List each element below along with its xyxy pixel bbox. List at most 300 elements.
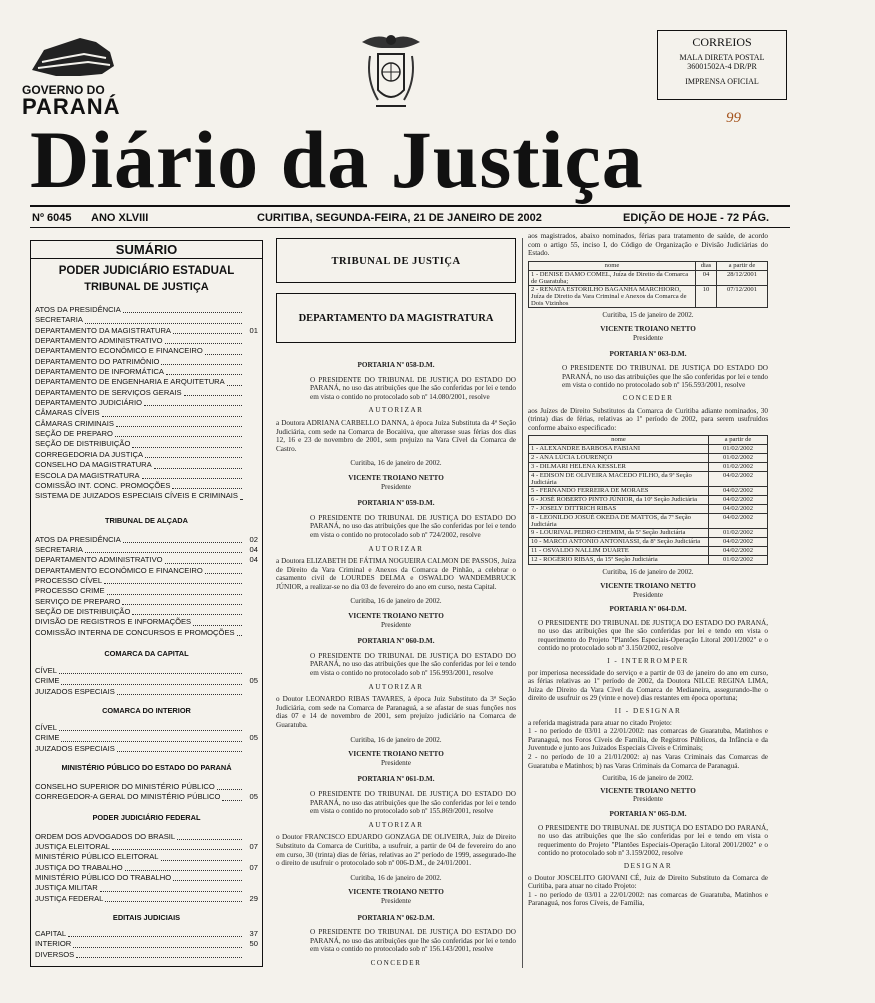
postal-stamp: [657, 30, 787, 100]
portaria-062-text: O PRESIDENTE DO TRIBUNAL DE JUSTIÇA DO ESTADO DO PARANÁ, no uso das atribuições que lhe são conferidas por lei e tendo em vista o contido no protocolado sob nº 156.143/2001, resolve: [310, 928, 516, 954]
toc-entry-label: DEPARTAMENTO DO PATRIMÔNIO: [35, 356, 160, 366]
masthead-title: Diário da Justiça: [30, 114, 644, 205]
toc-entry-page: 07: [249, 842, 258, 852]
portaria-058-place: Curitiba, 16 de janeiro de 2002.: [350, 459, 442, 468]
portaria-064-body-1: por imperiosa necessidade do serviço e a partir de 03 de janeiro do ano em curso, as férias relativas ao 1º período de 2002, da Doutora NILCE REGINA LIMA, Juíza de Direito da Vara Cível da Comarca de Medianeira, assegurando-lhe o direito de usufruir os 29 (vinte e nove) dias restantes em época oportuna;: [528, 668, 768, 703]
portaria-061-text: O PRESIDENTE DO TRIBUNAL DE JUSTIÇA DO ESTADO DO PARANÁ, no uso das atribuições que lhe são conferidas por lei e tendo em vista o contido no protocolado sob nº 155.869/2001, resolve: [310, 789, 516, 816]
table-row: [529, 445, 768, 454]
table-cell: 10 - MARCO ANTONIO ANTONIASSI, da 8ª Seção Judiciária: [529, 538, 709, 547]
toc-heading-7: EDITAIS JUDICIAIS: [112, 913, 181, 923]
toc-leader-dots: [144, 405, 242, 406]
table-cell: 12 - ROGÉRIO RIBAS, da 15ª Seção Judiciária: [529, 556, 709, 565]
portaria-064-role: Presidente: [633, 795, 663, 804]
table-cell: 04/02/2002: [709, 487, 768, 496]
table-header-cell: dias: [696, 261, 717, 270]
toc-entry-page: 37: [249, 929, 258, 939]
toc-entry: [35, 939, 258, 949]
portaria-060-place: Curitiba, 16 de janeiro de 2002.: [350, 735, 442, 744]
toc-entry-label: DEPARTAMENTO ECONÔMICO E FINANCEIRO: [35, 565, 203, 575]
toc-entry-page: 50: [249, 939, 258, 949]
toc-entry-label: SEÇÃO DE DISTRIBUIÇÃO: [35, 606, 131, 616]
toc-leader-dots: [115, 436, 242, 437]
postal-line-2: MALA DIRETA POSTAL: [679, 53, 765, 62]
toc-leader-dots: [154, 468, 242, 469]
toc-entry: [35, 597, 258, 607]
toc-group-6: [31, 822, 262, 904]
state-logo: [22, 32, 152, 122]
portaria-061-place: Curitiba, 16 de janeiro de 2002.: [350, 873, 442, 882]
table-cell: 04/02/2002: [709, 547, 768, 556]
toc-entry-label: DEPARTAMENTO ADMINISTRATIVO: [35, 555, 163, 565]
toc-entry: [35, 852, 258, 862]
portaria-060-body: o Doutor LEONARDO RIBAS TAVARES, à época Juiz Substituto da 3ª Seção Judiciária, com sede na Comarca de Paranaguá, a se afastar de suas funções nos dias 07 e 14 de novembro de 2001, sem prejuízo judiciário na Comarca de Guaratuba.: [276, 695, 516, 729]
table-row: [529, 529, 768, 538]
portaria-059-place: Curitiba, 16 de janeiro de 2002.: [350, 597, 442, 606]
toc-leader-dots: [123, 542, 242, 543]
toc-entry: [35, 555, 258, 565]
toc-leader-dots: [222, 800, 242, 801]
issue-edition: EDIÇÃO DE HOJE - 72 PÁG.: [623, 212, 770, 224]
toc-entry: [35, 357, 258, 367]
toc-entry: [35, 792, 258, 802]
table-cell: 01/02/2002: [709, 454, 768, 463]
portaria-065-item-1: 1 - no período de 03/01 a 22/01/2002: nas comarcas de Guaratuba, Matinhos e Paranaguá, nos foros Cíveis, de Família,: [528, 890, 768, 908]
postal-line-1: CORREIOS: [692, 35, 752, 49]
toc-entry: [35, 346, 258, 356]
toc-leader-dots: [173, 880, 242, 881]
summary-subtitle-2: TRIBUNAL DE JUSTIÇA: [84, 281, 209, 293]
toc-entry-label: PROCESSO CRIME: [35, 586, 105, 596]
table-cell: 8 - LEONILDO JOSUÉ OKEDA DE MATTOS, da 7ª Seção Judiciária: [529, 514, 709, 529]
toc-entry: [35, 481, 258, 491]
ferias-intro: aos magistrados, abaixo nominados, férias para tratamento de saúde, de acordo com o artigo 55, inciso I, do Código de Organização e Divisão Judiciárias do Estado.: [528, 232, 768, 258]
portaria-063-action: CONCEDER: [622, 393, 674, 402]
table-cell: 6 - JOSÉ ROBERTO PINTO JÚNIOR, da 10ª Seção Judiciária: [529, 496, 709, 505]
table-header-cell: a partir de: [717, 261, 768, 270]
toc-leader-dots: [85, 552, 242, 553]
toc-entry-page: 02: [249, 534, 258, 544]
toc-leader-dots: [76, 957, 242, 958]
toc-leader-dots: [123, 312, 242, 313]
table-cell: 11 - OSVALDO NALLIM DUARTE: [529, 547, 709, 556]
toc-entry-label: DEPARTAMENTO ADMINISTRATIVO: [35, 336, 163, 346]
toc-entry-page: 01: [249, 325, 258, 335]
toc-entry: [35, 950, 258, 960]
toc-leader-dots: [59, 673, 242, 674]
toc-leader-dots: [227, 385, 242, 386]
toc-entry: [35, 535, 258, 545]
toc-entry-page: 05: [249, 792, 258, 802]
portaria-061-action: AUTORIZAR: [368, 820, 424, 829]
toc-leader-dots: [165, 343, 242, 344]
toc-leader-dots: [237, 635, 242, 636]
toc-leader-dots: [166, 374, 242, 375]
portaria-060-role: Presidente: [381, 758, 411, 767]
portaria-058-body: a Doutora ADRIANA CARBELLO DANNA, à época Juíza Substituta da 4ª Seção Judiciária, com sede na Comarca de Bocaiúva, que alterasse suas férias dos dias 12, 16 e 23 de novembro de 2001, sem prejuízo na Vara Cível da Comarca de Castro.: [276, 418, 516, 453]
table-row: [529, 505, 768, 514]
toc-entry-label: ATOS DA PRESIDÊNCIA: [35, 305, 121, 314]
table-header-cell: a partir de: [709, 436, 768, 445]
summary-title: SUMÁRIO: [31, 241, 262, 259]
table-cell: 5 - FERNANDO FERREIRA DE MORAES: [529, 487, 709, 496]
logo-line1: GOVERNO DO: [22, 83, 105, 97]
toc-entry-label: CORREGEDORIA DA JUSTIÇA: [35, 449, 144, 459]
toc-entry-label: DEPARTAMENTO DE SERVIÇOS GERAIS: [35, 387, 182, 397]
toc-entry-label: CÂMARAS CÍVEIS: [35, 408, 100, 418]
table-row: [529, 472, 768, 487]
portaria-059-role: Presidente: [381, 620, 411, 629]
toc-leader-dots: [100, 891, 242, 892]
table-cell: 7 - JOSELY DITTRICH RIBAS: [529, 505, 709, 514]
table-row: [529, 463, 768, 472]
toc-entry-label: CAPITAL: [35, 929, 67, 939]
toc-entry: [35, 388, 258, 398]
table-cell: 04/02/2002: [709, 472, 768, 487]
toc-group-1: [31, 293, 262, 502]
toc-entry-label: JUIZADOS ESPECIAIS: [35, 686, 115, 696]
toc-leader-dots: [161, 860, 243, 861]
table-cell: 1 - ALEXANDRE BARBOSA FABIANI: [529, 445, 709, 454]
toc-leader-dots: [117, 751, 242, 752]
toc-leader-dots: [116, 426, 242, 427]
portaria-059-body: a Doutora ELIZABETH DE FÁTIMA NOGUEIRA CALMON DE PASSOS, Juíza de Direito da Vara Criminal e Anexos da Comarca de Pinhão, a celebrar o casamento civil de LOURDES DELMA e OSWALDO WANDEMBRUCK JÚNIOR, a realizar-se no dia 03 de fevereiro do ano em curso, nesta Capital.: [276, 557, 516, 591]
portaria-058-role: Presidente: [381, 482, 411, 491]
portaria-063-text: O PRESIDENTE DO TRIBUNAL DE JUSTIÇA DO ESTADO DO PARANÁ, no uso das atribuições que lhe são conferidas por lei e tendo em vista o contido no protocolado sob nº 156.593/2001, resolve: [562, 364, 768, 390]
table-cell: 01/02/2002: [709, 463, 768, 472]
table-cell: 01/02/2002: [709, 556, 768, 565]
toc-entry: [35, 398, 258, 408]
table-row: [529, 270, 768, 285]
state-coat-of-arms: [358, 30, 424, 120]
toc-leader-dots: [217, 789, 242, 790]
portaria-065-body: o Doutor JOSCELITO GIOVANI CÉ, Juiz de Direito Substituto da Comarca de Curitiba, para atuar no citado Projeto:: [528, 873, 768, 891]
table-cell: 04: [696, 270, 717, 285]
toc-entry-page: 05: [249, 733, 258, 743]
portaria-064-signature: VICENTE TROIANO NETTO: [600, 786, 696, 795]
portaria-065-title: PORTARIA Nº 065-D.M.: [609, 809, 687, 818]
portaria-059-title: PORTARIA Nº 059-D.M.: [357, 499, 435, 508]
toc-leader-dots: [73, 947, 242, 948]
table-cell: 28/12/2001: [717, 270, 768, 285]
toc-entry: [35, 617, 258, 627]
table-row: [529, 285, 768, 307]
portaria-064-title: PORTARIA Nº 064-D.M.: [609, 605, 687, 614]
portaria-064-text: O PRESIDENTE DO TRIBUNAL DE JUSTIÇA DO ESTADO DO PARANÁ, no uso das atribuições que lhe são conferidas por lei e tendo em vista o requerimento do Projeto "Plantões Especiais-Operação Litoral 2001/2002" e o contido no protocolado sob nº 3.150/2002, resolve: [538, 618, 768, 653]
table-header-cell: nome: [529, 261, 696, 270]
toc-entry-label: DEPARTAMENTO ECONÔMICO E FINANCEIRO: [35, 346, 203, 356]
toc-entry-label: SISTEMA DE JUIZADOS ESPECIAIS CÍVEIS E CRIMINAIS: [35, 491, 238, 501]
middle-column: [276, 238, 516, 967]
section-box-magistratura: DEPARTAMENTO DA MAGISTRATURA: [276, 293, 516, 343]
portaria-061-title: PORTARIA Nº 061-D.M.: [357, 775, 435, 784]
toc-leader-dots: [132, 614, 242, 615]
portaria-064-action-2: II - DESIGNAR: [614, 707, 682, 716]
toc-leader-dots: [145, 457, 242, 458]
toc-entry: [35, 429, 258, 439]
toc-entry: [35, 873, 258, 883]
toc-entry-label: JUSTIÇA MILITAR: [35, 883, 98, 893]
toc-entry: [35, 586, 258, 596]
toc-entry-label: ORDEM DOS ADVOGADOS DO BRASIL: [35, 831, 176, 841]
table-1-place: Curitiba, 15 de janeiro de 2002.: [602, 310, 694, 319]
toc-entry: [35, 460, 258, 470]
toc-leader-dots: [142, 478, 242, 479]
issue-year: ANO XLVIII: [91, 212, 149, 224]
table-cell: 1 - DENISE DAMO COMEL, Juíza de Direito da Comarca de Guaratuba;: [529, 270, 696, 285]
portaria-065-action: DESIGNAR: [623, 861, 673, 870]
portaria-065-text: O PRESIDENTE DO TRIBUNAL DE JUSTIÇA DO ESTADO DO PARANÁ, no uso das atribuições que lhe são conferidas por lei e tendo em vista o requerimento do Projeto "Plantões Especiais-Operação Litoral 2001/2002" e o contido no protocolado sob nº 3.159/2002, resolve: [538, 823, 768, 858]
table-cell: 2 - RENATA ESTORILHO BAGANHA MARCHIORO, Juíza de Direito da Vara Criminal e Anexos da Comarca de Dois Vizinhos: [529, 285, 696, 307]
header-rule-bottom: [30, 227, 790, 228]
toc-leader-dots: [61, 684, 242, 685]
header-rule-top: [30, 205, 790, 207]
toc-entry-page: 05: [249, 676, 258, 686]
toc-leader-dots: [107, 594, 242, 595]
toc-entry: [35, 894, 258, 904]
table-row: [529, 496, 768, 505]
toc-entry-label: MINISTÉRIO PÚBLICO DO TRABALHO: [35, 873, 172, 883]
summary-box: [30, 240, 263, 967]
toc-heading-3: COMARCA DA CAPITAL: [104, 648, 189, 658]
toc-entry: [35, 832, 258, 842]
table-cell: 07/12/2001: [717, 285, 768, 307]
postal-line-3: 36001502A-4 DR/PR: [687, 62, 757, 71]
toc-entry: [35, 377, 258, 387]
toc-entry-label: SERVIÇO DE PREPARO: [35, 596, 121, 606]
table-2-place: Curitiba, 16 de janeiro de 2002.: [602, 568, 694, 577]
toc-entry-label: DIVERSOS: [35, 949, 75, 959]
toc-entry: [35, 842, 258, 852]
portaria-059-text: O PRESIDENTE DO TRIBUNAL DE JUSTIÇA DO ESTADO DO PARANÁ, no uso das atribuições que lhe são conferidas por lei e tendo em vista o contido no protocolado sob nº 724/2002, resolve: [310, 513, 516, 539]
toc-leader-dots: [240, 499, 242, 500]
portaria-064-item-1: 1 - no período de 03/01 a 22/01/2002: nas comarcas de Guaratuba, Matinhos e Paranaguá, nos Foros Cíveis de Família, de Registros Públicos, da Infância e da Juventude e junto aos Juizados Especiais Cíveis e Criminais;: [528, 727, 768, 753]
portaria-062-title: PORTARIA Nº 062-D.M.: [357, 913, 435, 922]
toc-entry-label: CRIME: [35, 676, 60, 686]
toc-leader-dots: [122, 604, 242, 605]
toc-entry: [35, 676, 258, 686]
table-row: [529, 556, 768, 565]
toc-entry-label: ATOS DA PRESIDÊNCIA: [35, 534, 121, 544]
toc-entry: [35, 326, 258, 336]
portaria-058-signature: VICENTE TROIANO NETTO: [348, 473, 444, 482]
portaria-060-action: AUTORIZAR: [368, 682, 424, 691]
toc-entry-page: 04: [249, 555, 258, 565]
toc-entry-label: DIVISÃO DE REGISTROS E INFORMAÇÕES: [35, 617, 192, 627]
toc-entry: [35, 723, 258, 733]
table-cell: 04/02/2002: [709, 505, 768, 514]
toc-entry-label: CÂMARAS CRIMINAIS: [35, 418, 114, 428]
toc-entry-label: DEPARTAMENTO DE INFORMÁTICA: [35, 367, 164, 377]
portaria-058-text: O PRESIDENTE DO TRIBUNAL DE JUSTIÇA DO ESTADO DO PARANÁ, no uso das atribuições que lhe são conferidas por lei e tendo em vista o contido no protocolado sob nº 14.080/2001, resolve: [310, 375, 516, 401]
table-cell: 01/02/2002: [709, 445, 768, 454]
table-1-role: Presidente: [633, 333, 663, 342]
toc-entry: [35, 491, 258, 501]
toc-entry-label: SEÇÃO DE DISTRIBUIÇÃO: [35, 439, 131, 449]
toc-leader-dots: [105, 901, 242, 902]
portaria-062-action: CONCEDER: [370, 958, 422, 967]
toc-entry: [35, 419, 258, 429]
toc-entry: [35, 450, 258, 460]
toc-entry: [35, 782, 258, 792]
toc-leader-dots: [205, 354, 242, 355]
toc-leader-dots: [117, 694, 242, 695]
toc-entry: [35, 439, 258, 449]
toc-entry-label: DEPARTAMENTO JUDICIÁRIO: [35, 398, 143, 408]
coat-of-arms-icon: [358, 30, 424, 120]
table-cell: 04/02/2002: [709, 496, 768, 505]
table-row: [529, 514, 768, 529]
table-header: [529, 436, 768, 445]
logo-line2: PARANÁ: [22, 94, 121, 119]
toc-entry-label: JUSTIÇA DO TRABALHO: [35, 862, 123, 872]
portaria-064-body-2: a referida magistrada para atuar no citado Projeto:: [528, 718, 672, 727]
portaria-064-item-2: 2 - no período de 10 a 21/01/2002: a) nas Varas Criminais das Comarcas de Guaratuba e Matinhos; b) nas Varas Criminais da Comarca de Paranaguá.: [528, 753, 768, 770]
toc-entry: [35, 305, 258, 315]
issue-number: Nº 6045: [32, 212, 72, 224]
table-header-cell: nome: [529, 436, 709, 445]
toc-leader-dots: [68, 936, 242, 937]
toc-leader-dots: [161, 364, 242, 365]
toc-leader-dots: [104, 583, 242, 584]
table-cell: 01/02/2002: [709, 529, 768, 538]
toc-leader-dots: [205, 573, 242, 574]
toc-heading-5: MINISTÉRIO PÚBLICO DO ESTADO DO PARANÁ: [61, 763, 232, 773]
table-header: [529, 261, 768, 270]
toc-entry: [35, 545, 258, 555]
toc-entry: [35, 733, 258, 743]
toc-entry-label: DEPARTAMENTO DE ENGENHARIA E ARQUITETURA: [35, 377, 225, 387]
toc-leader-dots: [125, 870, 242, 871]
toc-entry-label: COMISSÃO INTERNA DE CONCURSOS E PROMOÇÕES: [35, 627, 235, 637]
toc-entry-label: SEÇÃO DE PREPARO: [35, 429, 113, 439]
portaria-063-title: PORTARIA Nº 063-D.M.: [609, 349, 687, 358]
toc-entry-label: INTERIOR: [35, 939, 72, 949]
portaria-061-signature: VICENTE TROIANO NETTO: [348, 888, 444, 897]
table-row: [529, 538, 768, 547]
toc-entry: [35, 408, 258, 418]
table-row: [529, 454, 768, 463]
portaria-064-place: Curitiba, 16 de janeiro de 2002.: [602, 774, 694, 783]
toc-entry: [35, 566, 258, 576]
table-cell: 4 - EDISON DE OLIVEIRA MACEDO FILHO, da 9ª Seção Judiciária: [529, 472, 709, 487]
toc-leader-dots: [102, 416, 242, 417]
portaria-058-title: PORTARIA Nº 058-D.M.: [357, 361, 435, 369]
postal-line-4: IMPRENSA OFICIAL: [685, 77, 759, 86]
toc-leader-dots: [112, 849, 242, 850]
toc-entry-label: MINISTÉRIO PÚBLICO ELEITORAL: [35, 852, 159, 862]
toc-leader-dots: [173, 333, 242, 334]
portaria-060-text: O PRESIDENTE DO TRIBUNAL DE JUSTIÇA DO ESTADO DO PARANÁ, no uso das atribuições que lhe são conferidas por lei e tendo em vista o contido no protocolado sob nº 156.993/2001, resolve: [310, 651, 516, 678]
table-2-role: Presidente: [633, 590, 663, 599]
state-map-icon: [22, 32, 142, 82]
toc-heading-2: TRIBUNAL DE ALÇADA: [105, 515, 188, 525]
toc-group-4: [31, 715, 262, 754]
toc-heading-6: PODER JUDICIÁRIO FEDERAL: [92, 812, 201, 822]
portaria-060-title: PORTARIA Nº 060-D.M.: [357, 637, 435, 646]
toc-entry-label: CONSELHO SUPERIOR DO MINISTÉRIO PÚBLICO: [35, 782, 215, 792]
issue-date: CURITIBA, SEGUNDA-FEIRA, 21 DE JANEIRO DE 2002: [257, 212, 542, 224]
toc-entry-page: 04: [249, 544, 258, 554]
toc-entry-page: 29: [249, 893, 258, 903]
table-2-signature: VICENTE TROIANO NETTO: [600, 581, 696, 590]
toc-entry-label: CONSELHO DA MAGISTRATURA: [35, 460, 152, 470]
portaria-063-body: aos Juízes de Direito Substitutos da Comarca de Curitiba adiante nominados, 30 (trinta) dias de férias, relativas ao 1º período de 2002, para serem usufruídos conforme abaixo especificado:: [528, 406, 768, 432]
toc-group-7: [31, 922, 262, 960]
toc-entry-label: ESCOLA DA MAGISTRATURA: [35, 470, 140, 480]
right-column: [528, 232, 768, 908]
toc-group-5: [31, 772, 262, 803]
table-row: [529, 487, 768, 496]
toc-entry: [35, 367, 258, 377]
portaria-059-signature: VICENTE TROIANO NETTO: [348, 612, 444, 621]
toc-entry-page: 07: [249, 862, 258, 872]
toc-leader-dots: [172, 488, 242, 489]
column-divider: [522, 238, 523, 968]
table-cell: 10: [696, 285, 717, 307]
toc-entry-label: COMISSÃO INT. CONC. PROMOÇÕES: [35, 480, 171, 490]
toc-entry: [35, 687, 258, 697]
toc-entry-label: JUIZADOS ESPECIAIS: [35, 743, 115, 753]
toc-entry: [35, 607, 258, 617]
portaria-060-signature: VICENTE TROIANO NETTO: [348, 750, 444, 759]
toc-entry: [35, 863, 258, 873]
toc-entry-label: CRIME: [35, 733, 60, 743]
toc-entry-label: DEPARTAMENTO DA MAGISTRATURA: [35, 325, 171, 335]
handwritten-mark: 99: [726, 110, 741, 126]
toc-leader-dots: [85, 323, 242, 324]
toc-entry-label: SECRETARIA: [35, 315, 83, 325]
toc-entry-label: JUSTIÇA FEDERAL: [35, 893, 104, 903]
toc-leader-dots: [61, 741, 242, 742]
toc-entry: [35, 336, 258, 346]
toc-entry-label: CORREGEDOR-A GERAL DO MINISTÉRIO PÚBLICO: [35, 792, 221, 802]
portaria-064-action-1: I - INTERROMPER: [607, 657, 689, 666]
toc-group-3: [31, 658, 262, 697]
toc-entry-label: PROCESSO CÍVEL: [35, 575, 103, 585]
table-cell: 04/02/2002: [709, 538, 768, 547]
toc-entry: [35, 471, 258, 481]
toc-leader-dots: [184, 395, 242, 396]
toc-leader-dots: [193, 625, 242, 626]
toc-leader-dots: [177, 839, 242, 840]
table-cell: 3 - DILMARI HELENA KESSLER: [529, 463, 709, 472]
toc-entry: [35, 744, 258, 754]
toc-entry: [35, 883, 258, 893]
toc-group-2: [31, 525, 262, 638]
toc-leader-dots: [132, 447, 242, 448]
ferias-table-2: [528, 435, 768, 565]
toc-entry-label: CÍVEL: [35, 665, 57, 675]
table-1-signature: VICENTE TROIANO NETTO: [600, 325, 696, 334]
table-cell: 9 - LOURIVAL PEDRO CHEMIM, da 5ª Seção Judiciária: [529, 529, 709, 538]
toc-entry: [35, 315, 258, 325]
toc-entry: [35, 576, 258, 586]
toc-entry-label: CÍVEL: [35, 723, 57, 732]
portaria-058-action: AUTORIZAR: [368, 406, 424, 415]
ferias-table-1: [528, 261, 768, 308]
toc-leader-dots: [165, 563, 242, 564]
toc-entry-label: JUSTIÇA ELEITORAL: [35, 842, 110, 852]
section-box-tribunal: TRIBUNAL DE JUSTIÇA: [276, 238, 516, 283]
table-cell: 2 - ANA LÚCIA LOURENÇO: [529, 454, 709, 463]
portaria-061-role: Presidente: [381, 896, 411, 905]
summary-subtitle-1: PODER JUDICIÁRIO ESTADUAL: [58, 265, 235, 277]
portaria-061-body: o Doutor FRANCISCO EDUARDO GONZAGA DE OLIVEIRA, Juiz de Direito Substituto da Comarca de Curitiba, a usufruir, a partir de 04 de fevereiro do ano em curso, 30 (trinta) dias de férias, relativas ao 2º período de 1999, assegurado-lhe o direito de usufruir o protocolado sob nº 006-D.M., de 24/01/2001.: [276, 833, 516, 868]
toc-entry: [35, 929, 258, 939]
toc-entry: [35, 666, 258, 676]
toc-leader-dots: [59, 730, 242, 731]
toc-heading-4: COMARCA DO INTERIOR: [102, 706, 191, 715]
